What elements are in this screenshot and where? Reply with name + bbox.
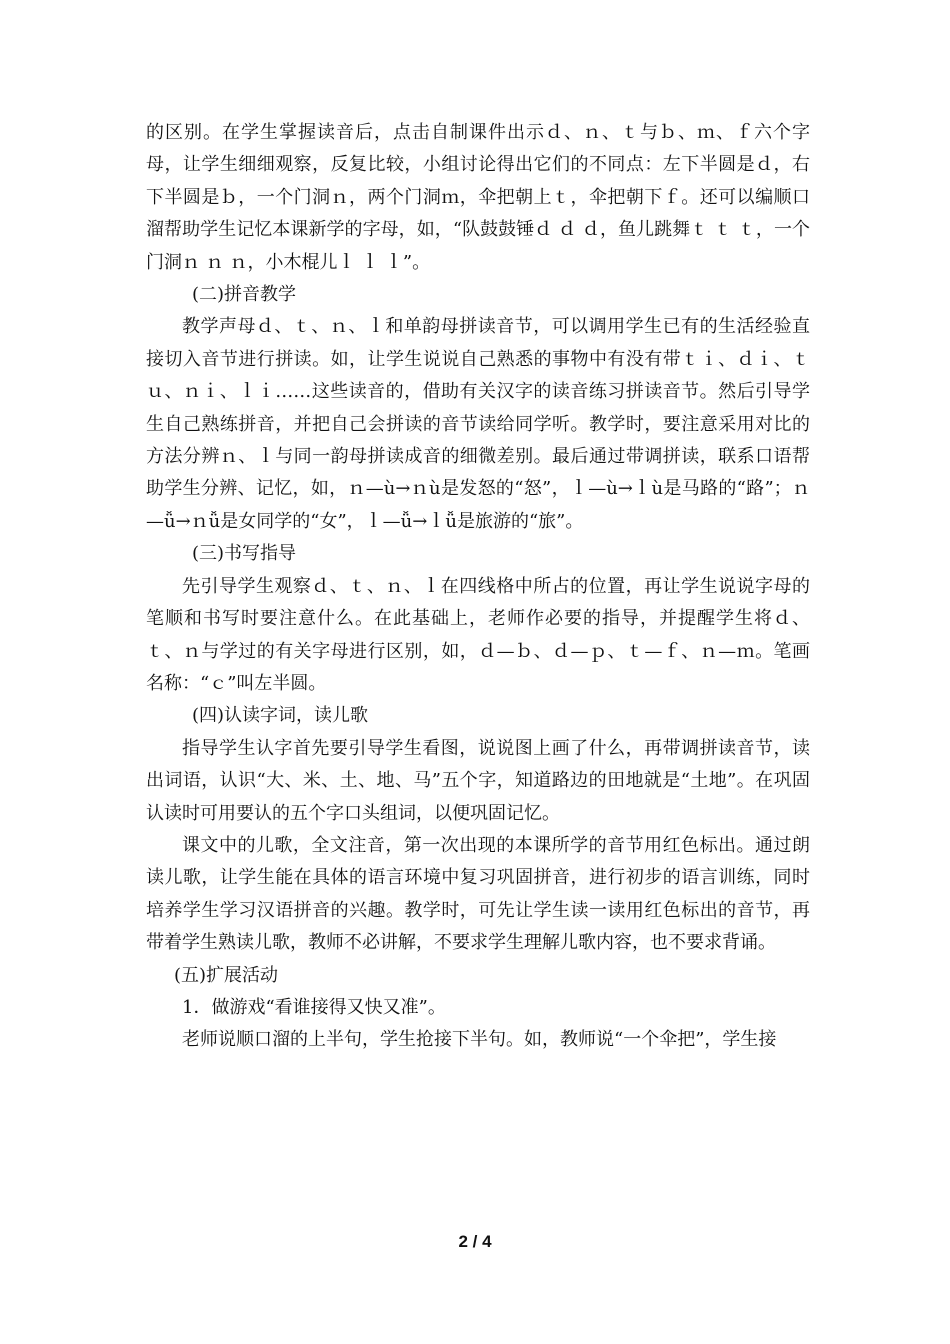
page-number: 2 / 4	[458, 1232, 492, 1251]
section-heading-writing-guidance: (三)书写指导	[192, 543, 297, 565]
paragraph-nursery-rhyme: 课文中的儿歌，全文注音，第一次出现的本课所学的音节用红色标出。通过朗读儿歌，让学生能在具体的语言环境中复习巩固拼音，进行初步的语言训练，同时培养学生学习汉语拼音的兴趣。教学时，可先让学生读一读用红色标出的音节，再带着学生熟读儿歌，教师不必讲解，不要求学生理解儿歌内容，也不要求背诵。	[146, 834, 810, 954]
section-heading-pinyin-teaching: (二)拼音教学	[192, 284, 297, 306]
paragraph-writing-guidance: 先引导学生观察ｄ、ｔ、ｎ、ｌ在四线格中所占的位置，再让学生说说字母的笔顺和书写时要注意什么。在此基础上，老师作必要的指导，并提醒学生将ｄ、ｔ、ｎ与学过的有关字母进行区别，如，ｄ—ｂ、ｄ—ｐ、ｔ—ｆ、ｎ—ｍ。笔画名称：“ｃ”叫左半圆。	[146, 575, 810, 694]
paragraph-reading-words: 指导学生认字首先要引导学生看图，说说图上画了什么，再带调拼读音节，读出词语，认识“大、米、土、地、马”五个字，知道路边的田地就是“土地”。在巩固认读时可用要认的五个字口头组词，以便巩固记忆。	[146, 737, 810, 824]
section-heading-extension-activities: (五)扩展活动	[174, 964, 279, 986]
paragraph-letter-comparison: 的区别。在学生掌握读音后，点击自制课件出示ｄ、ｎ、ｔ与ｂ、ｍ、ｆ六个字母，让学生细细观察，反复比较，小组讨论得出它们的不同点：左下半圆是ｄ，右下半圆是ｂ，一个门洞ｎ，两个门洞ｍ，伞把朝上ｔ，伞把朝下ｆ。还可以编顺口溜帮助学生记忆本课新学的字母，如，“队鼓鼓锤ｄ ｄ ｄ，鱼儿跳舞ｔ ｔ ｔ，一个门洞ｎ ｎ ｎ，小木棍儿ｌ ｌ ｌ”。	[146, 122, 810, 273]
section-heading-reading-words: (四)认读字词，读儿歌	[192, 705, 369, 727]
document-body	[146, 117, 810, 1057]
paragraph-game-title: 1．做游戏“看谁接得又快又准”。	[182, 996, 446, 1018]
paragraph-pinyin-teaching: 教学声母ｄ、ｔ、ｎ、ｌ和单韵母拼读音节，可以调用学生已有的生活经验直接切入音节进行拼读。如，让学生说说自己熟悉的事物中有没有带ｔｉ、ｄｉ、ｔｕ、ｎｉ、ｌｉ……这些读音的，借助有关汉字的读音练习拼读音节。然后引导学生自己熟练拼音，并把自己会拼读的音节读给同学听。教学时，要注意采用对比的方法分辨ｎ、ｌ与同一韵母拼读成音的细微差别。最后通过带调拼读，联系口语帮助学生分辨、记忆，如，ｎ—ù→ｎù是发怒的“怒”，ｌ—ù→ｌù是马路的“路”；ｎ—ǚ→ｎǚ是女同学的“女”，ｌ—ǚ→ｌǚ是旅游的“旅”。	[146, 316, 810, 532]
paragraph-game-description: 老师说顺口溜的上半句，学生抢接下半句。如，教师说“一个伞把”，学生接	[182, 1029, 777, 1051]
